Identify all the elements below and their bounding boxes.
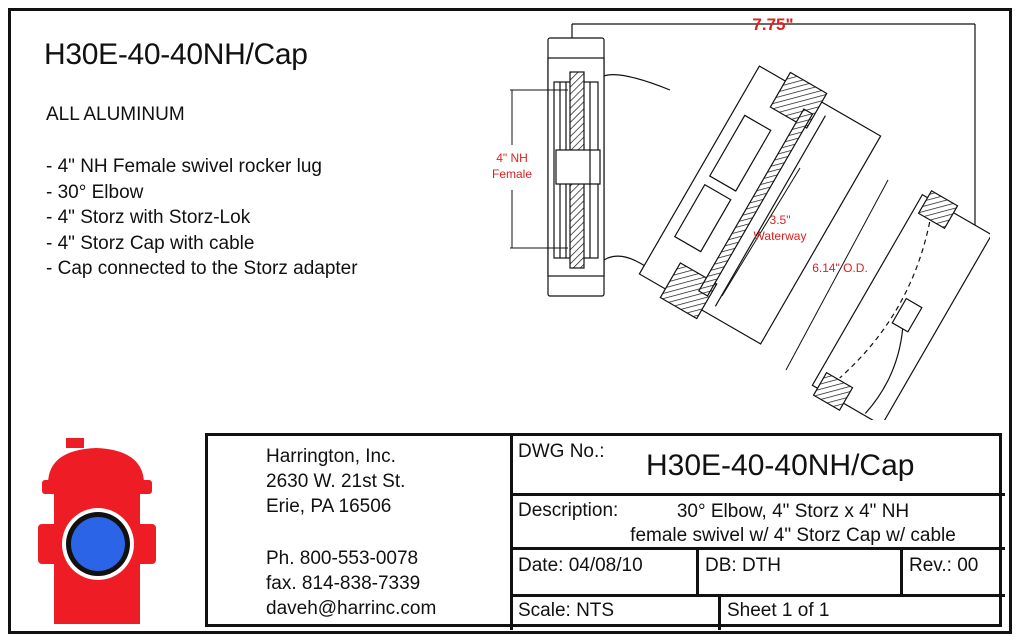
dwg-number-label: DWG No.: [518, 441, 605, 462]
description-label: Description: [518, 500, 619, 521]
elbow-body [634, 57, 885, 352]
waterway-label-line1: 3.5" [769, 213, 791, 227]
company-email[interactable]: daveh@harrinc.com [266, 598, 437, 619]
company-address [266, 444, 405, 519]
company-phone: Ph. 800-553-0078 [266, 548, 419, 569]
description-line2: female swivel w/ 4" Storz Cap w/ cable [630, 525, 956, 546]
hydrant-nozzle-icon [71, 517, 125, 571]
feature-item: - 30° Elbow [46, 181, 144, 203]
company-city: Erie, PA 16506 [266, 496, 392, 517]
feature-list [46, 154, 358, 282]
drawn-by-field: DB: DTH [705, 555, 781, 576]
hydrant-logo [38, 436, 168, 626]
title-block [205, 433, 1002, 627]
od-label: 6.14" O.D. [812, 261, 868, 275]
nh-label-line2: Female [491, 167, 533, 181]
material-note: ALL ALUMINUM [46, 104, 185, 125]
feature-item: - 4" NH Female swivel rocker lug [46, 156, 322, 177]
company-fax: fax. 814-838-7339 [266, 573, 421, 594]
description-line1: 30° Elbow, 4" Storz x 4" NH [676, 501, 910, 522]
dwg-number-value: H30E-40-40NH/Cap [646, 449, 915, 482]
sheet-field: Sheet 1 of 1 [727, 600, 830, 621]
feature-item: - 4" Storz with Storz-Lok [46, 207, 251, 229]
description-value [598, 500, 988, 548]
overall-dimension-label: 7.75" [752, 15, 794, 34]
feature-item: - Cap connected to the Storz adapter [46, 258, 358, 280]
company-contact [266, 546, 436, 621]
nh-swivel-coupling [548, 38, 604, 296]
storz-cap [808, 188, 990, 420]
company-street: 2630 W. 21st St. [266, 471, 406, 492]
feature-item: - 4" Storz Cap with cable [46, 232, 255, 254]
date-field: Date: 04/08/10 [518, 555, 643, 576]
nh-label-line1: 4" NH [496, 151, 528, 165]
scale-field: Scale: NTS [518, 600, 615, 621]
waterway-label-line2: Waterway [753, 229, 807, 243]
elbow-technical-drawing [470, 10, 990, 420]
company-name: Harrington, Inc. [266, 446, 396, 467]
drawing-title: H30E-40-40NH/Cap [44, 38, 308, 71]
revision-field: Rev.: 00 [909, 555, 979, 576]
